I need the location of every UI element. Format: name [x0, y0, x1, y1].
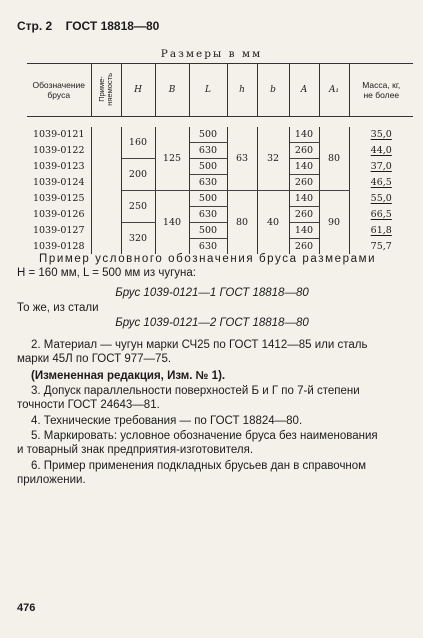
- H-value: 320: [121, 223, 155, 255]
- standard-number: ГОСТ 18818—80: [65, 19, 160, 33]
- col-h: h: [227, 64, 257, 117]
- A-value: 260: [289, 207, 319, 223]
- A-value: 140: [289, 127, 319, 143]
- L-value: 630: [189, 143, 227, 159]
- A-value: 140: [289, 223, 319, 239]
- example-paragraph: [17, 252, 407, 280]
- L-value: 500: [189, 191, 227, 207]
- col-mass: Масса, кг, не более: [349, 64, 413, 117]
- row-code: 1039-0127: [27, 223, 91, 239]
- paragraph-5: [17, 429, 407, 457]
- mass-value: 75,7: [349, 239, 413, 255]
- L-value: 500: [189, 223, 227, 239]
- table-header-row: [27, 64, 413, 117]
- mass-value: 37,0: [349, 159, 413, 175]
- page-header: [17, 19, 159, 33]
- p2-line-1: 2. Материал — чугун марки СЧ25 по ГОСТ 1412—85 или сталь: [31, 339, 368, 351]
- H-value: 200: [121, 159, 155, 191]
- row-code: 1039-0128: [27, 239, 91, 255]
- A-value: 260: [289, 239, 319, 255]
- p5-line-2: и товарный знак предприятия-изготовителя.: [17, 444, 254, 456]
- L-value: 500: [189, 127, 227, 143]
- mass-value: 61,8: [349, 223, 413, 239]
- dimensions-table: [27, 63, 413, 254]
- A-value: 260: [289, 143, 319, 159]
- A-value: 140: [289, 159, 319, 175]
- table-row: [27, 159, 413, 175]
- h-value: 63: [227, 127, 257, 191]
- L-value: 630: [189, 207, 227, 223]
- page-number: 476: [17, 602, 36, 614]
- b-value: 40: [257, 191, 289, 255]
- p6-line-1: 6. Пример применения подкладных брусьев дан в справочном: [31, 460, 367, 472]
- table-row: [27, 175, 413, 191]
- A1-value: 80: [319, 127, 349, 191]
- page-label: Стр. 2: [17, 19, 53, 33]
- col-A: A: [289, 64, 319, 117]
- col-A1: A₁: [319, 64, 349, 117]
- B-value: 125: [155, 127, 189, 191]
- mass-value: 55,0: [349, 191, 413, 207]
- H-value: 160: [121, 127, 155, 159]
- paragraph-2: [17, 338, 407, 366]
- col-H: H: [121, 64, 155, 117]
- col-designation: Обозначение бруса: [27, 64, 91, 117]
- row-code: 1039-0122: [27, 143, 91, 159]
- row-code: 1039-0126: [27, 207, 91, 223]
- L-value: 630: [189, 239, 227, 255]
- designation-steel: Брус 1039-0121—2 ГОСТ 18818—80: [115, 317, 309, 329]
- mass-value: 44,0: [349, 143, 413, 159]
- mass-value: 66,5: [349, 207, 413, 223]
- designation-cast-iron: Брус 1039-0121—1 ГОСТ 18818—80: [115, 287, 309, 299]
- A-value: 260: [289, 175, 319, 191]
- B-value: 140: [155, 191, 189, 255]
- L-value: 500: [189, 159, 227, 175]
- p6-line-2: приложении.: [17, 474, 86, 486]
- paragraph-6: [17, 459, 407, 487]
- mass-value: 46,5: [349, 175, 413, 191]
- example-line-2: H = 160 мм, L = 500 мм из чугуна:: [17, 267, 196, 279]
- p3-line-1: 3. Допуск параллельности поверхностей Б и Г по 7-й степени: [31, 385, 360, 397]
- row-code: 1039-0123: [27, 159, 91, 175]
- table-row: [27, 223, 413, 239]
- table-row: [27, 207, 413, 223]
- table-row: [27, 143, 413, 159]
- A-value: 140: [289, 191, 319, 207]
- table-caption: Размеры в мм: [160, 48, 263, 60]
- p5-line-1: 5. Маркировать: условное обозначение бруса без наименования: [31, 430, 378, 442]
- mass-value: 35,0: [349, 127, 413, 143]
- b-value: 32: [257, 127, 289, 191]
- p2-line-2: марки 45Л по ГОСТ 977—75.: [17, 353, 172, 365]
- amendment-note: (Измененная редакция, Изм. № 1).: [31, 370, 226, 382]
- paragraph-4: 4. Технические требования — по ГОСТ 18824—80.: [31, 415, 303, 427]
- col-B: B: [155, 64, 189, 117]
- col-L: L: [189, 64, 227, 117]
- table-row: [27, 191, 413, 207]
- col-applicability: Приме- няемость: [91, 64, 121, 117]
- same-steel-label: То же, из стали: [17, 302, 99, 314]
- example-line-1: Пример условного обозначения бруса размерами: [39, 253, 377, 265]
- h-value: 80: [227, 191, 257, 255]
- row-code: 1039-0125: [27, 191, 91, 207]
- paragraph-3: [17, 384, 407, 412]
- A1-value: 90: [319, 191, 349, 255]
- table-row: [27, 127, 413, 143]
- row-code: 1039-0124: [27, 175, 91, 191]
- H-value: 250: [121, 191, 155, 223]
- L-value: 630: [189, 175, 227, 191]
- p3-line-2: точности ГОСТ 24643—81.: [17, 399, 160, 411]
- applicability-cell: [91, 127, 121, 254]
- col-b: b: [257, 64, 289, 117]
- row-code: 1039-0121: [27, 127, 91, 143]
